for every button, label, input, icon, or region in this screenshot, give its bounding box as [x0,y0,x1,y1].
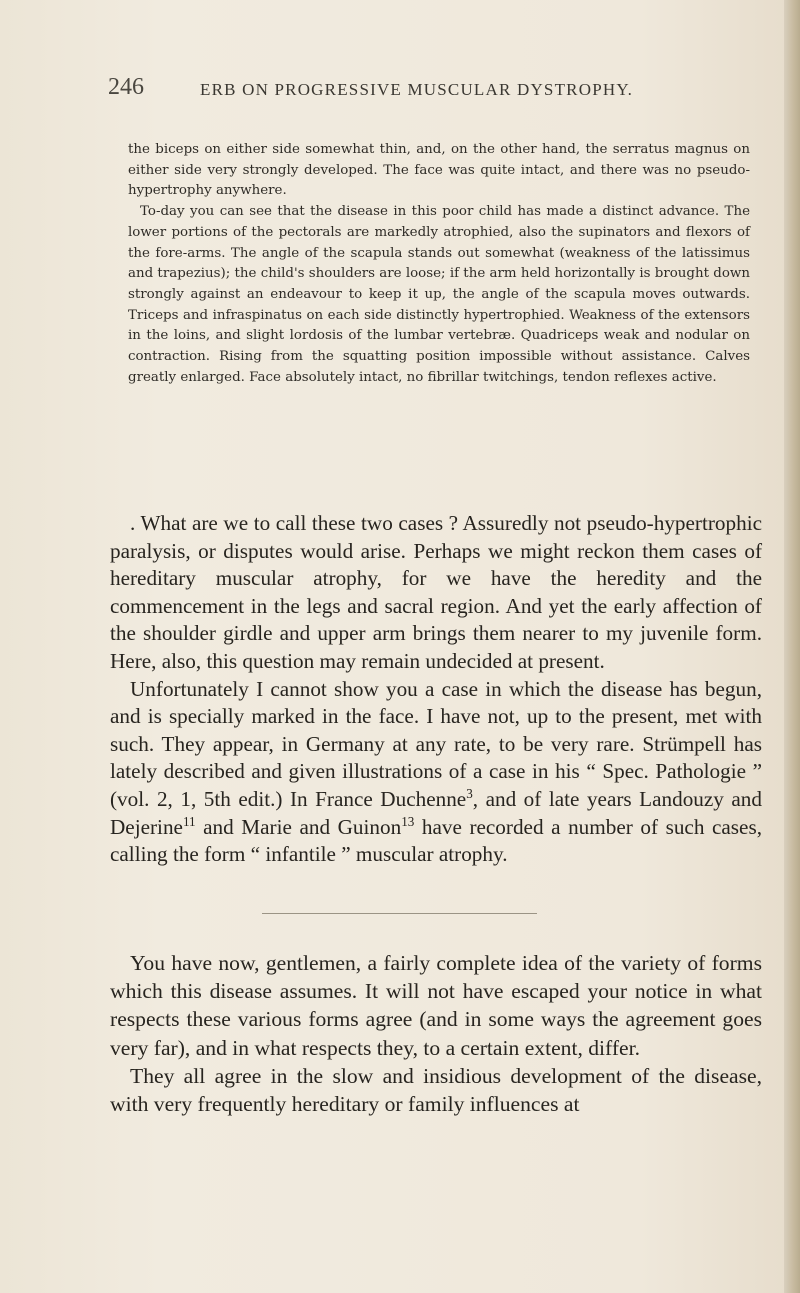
page-header [108,74,748,104]
conclusion-paragraph: They all agree in the slow and insidious development of the disease, with very frequently hereditary or family influences at [110,1063,762,1117]
running-head: ERB ON PROGRESSIVE MUSCULAR DYSTROPHY. [200,80,634,99]
page-edge [784,0,800,1293]
text-run: and Marie and Guinon [195,814,402,839]
case-notes-paragraph: the biceps on either side somewhat thin, and, on the other hand, the serratus magnus on either side very strongly developed. The face was quite intact, and there was no pseudo-hypertrophy anywhere. [128,142,750,199]
conclusion-section [110,949,762,1118]
section-divider [262,913,537,914]
text-run: , and of late years Landouzy and Dejerine [110,786,762,839]
reference-marker: 13 [401,813,415,829]
page-number: 246 [108,74,144,100]
text-run: have recorded a number of such cases, calling the form “ infantile ” muscular atrophy. [110,814,762,867]
reference-marker: 11 [182,813,196,829]
case-notes-paragraph: To-day you can see that the disease in this poor child has made a distinct advance. The lower portions of the pectorals are markedly atrophied, also the supinators and flexors of the fore-arms. The angle of the scapula stands out somewhat (weakness of the latissimus and trapezius); the child's shoulders are loose; if the arm held horizontally is brought down strongly against an endeavour to keep it up, the angle of the scapula moves outwards. Triceps and infraspinatus on each side distinctly hypertrophied. Weakness of the extensors in the loins, and slight lordosis of the lumbar vertebræ. Quadriceps weak and nodular on contraction. Rising from the squatting position impossible without assistance. Calves greatly enlarged. Face absolutely intact, no fibrillar twitchings, tendon reflexes active. [128,204,750,385]
conclusion-paragraph: You have now, gentlemen, a fairly complete idea of the variety of forms which this disease assumes. It will not have escaped your notice in what respects these various forms agree (and in some ways the agreement goes very far), and in what respects they, to a certain extent, differ. [110,951,762,1060]
lecture-paragraph [110,676,762,869]
reference-marker: 3 [466,785,473,801]
text-run: Unfortunately I cannot show you a case in which the disease has begun, and is specially marked in the face. I have not, up to the present, met with such. They appear, in Germany at any rate, to be very rare. Strümpell has lately described and given illustrations of a case in his “ Spec. Pathologie ” (vol. 2, 1, 5th edit.) In France Duchenne [110,676,762,811]
lecture-section [110,510,762,869]
case-notes [128,140,750,388]
lecture-paragraph: . What are we to call these two cases ? Assuredly not pseudo-hypertrophic paralysis, or disputes would arise. Perhaps we might reckon them cases of hereditary muscular atrophy, for we have the heredity and the commencement in the legs and sacral region. And yet the early affection of the shoulder girdle and upper arm brings them nearer to my juvenile form. Here, also, this question may remain undecided at present. [110,511,762,673]
